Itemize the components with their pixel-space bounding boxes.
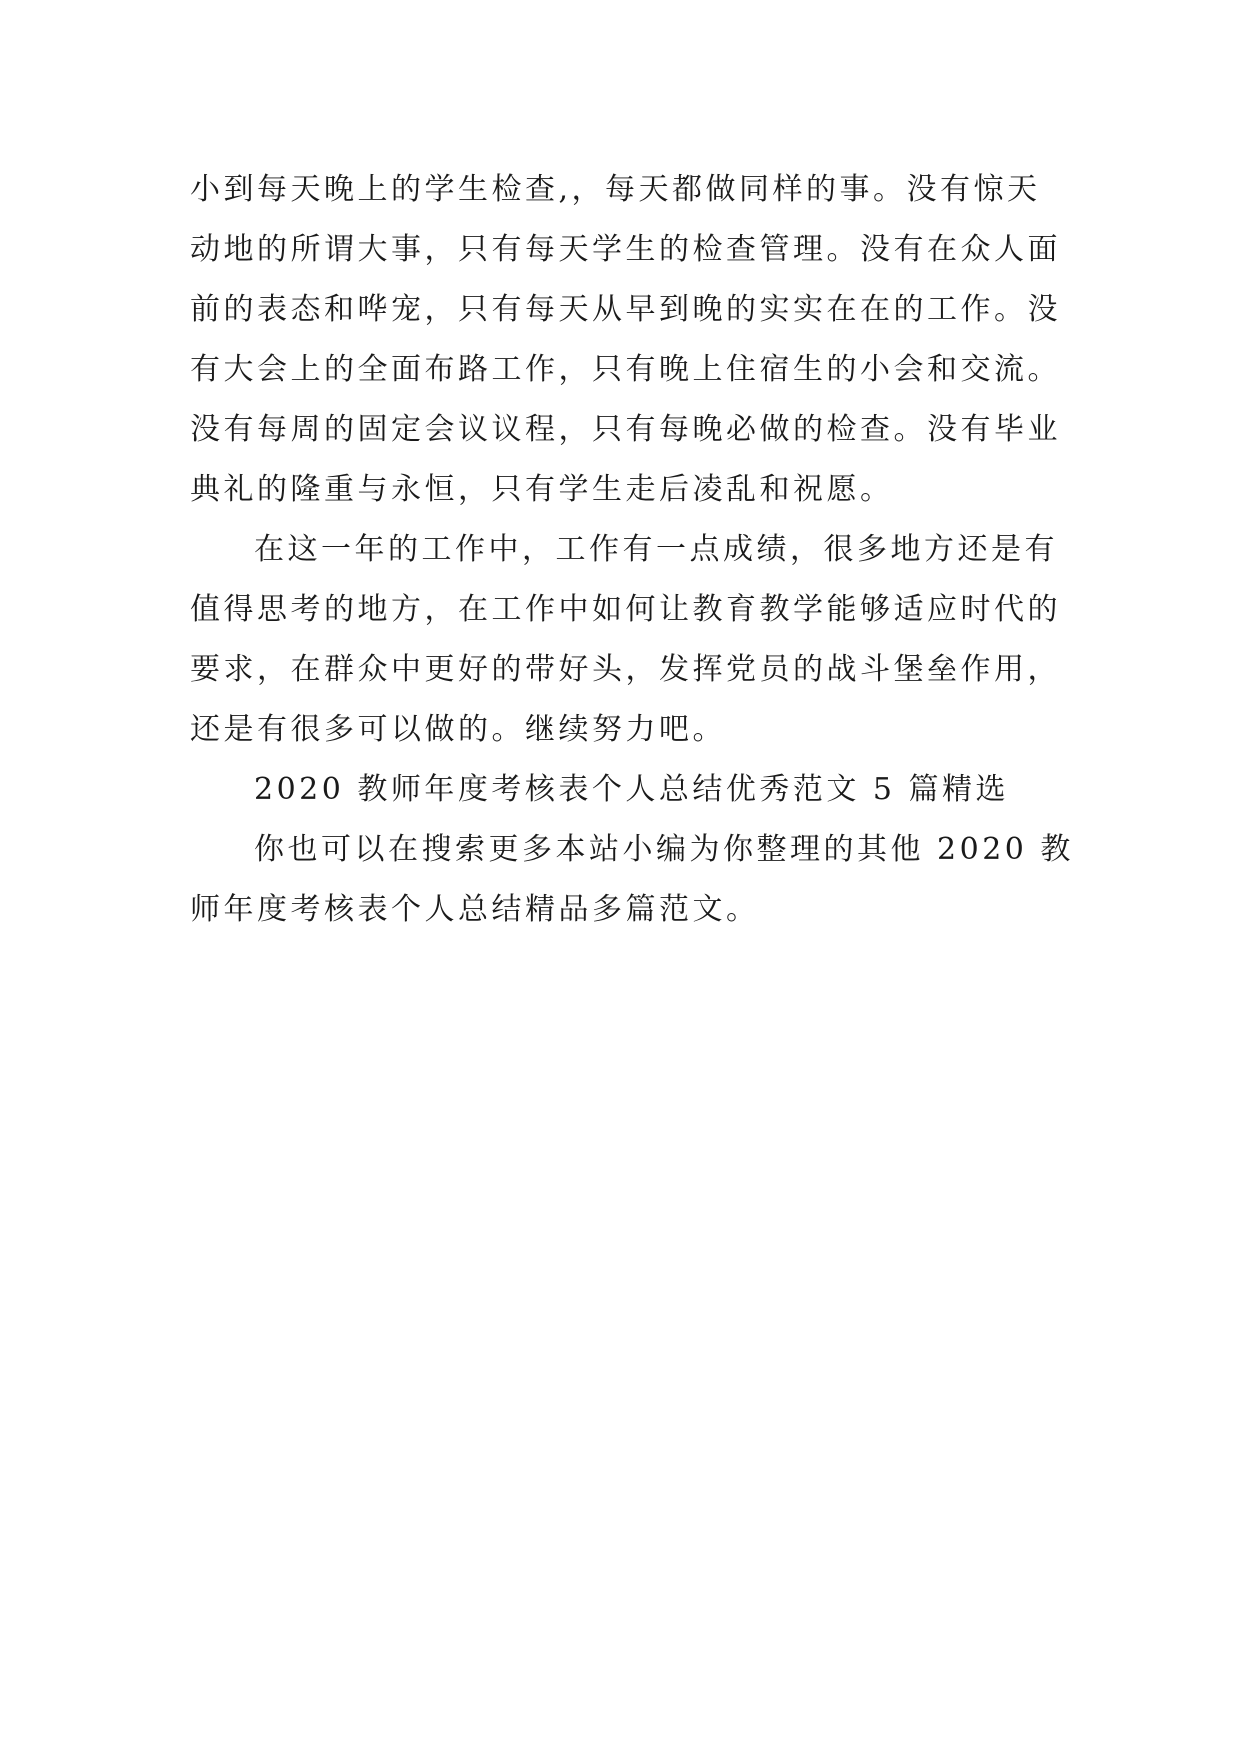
paragraph-2 xyxy=(190,520,1070,760)
paragraph-1 xyxy=(190,160,1070,520)
paragraph-4 xyxy=(190,820,1074,940)
text-line: 2020 教师年度考核表个人总结优秀范文 5 篇精选 xyxy=(254,772,1010,807)
text-line: 要求，在群众中更好的带好头，发挥党员的战斗堡垒作用， xyxy=(190,652,1061,687)
text-line: 小到每天晚上的学生检查,，每天都做同样的事。没有惊天 xyxy=(190,172,1041,207)
text-line: 有大会上的全面布路工作，只有晚上住宿生的小会和交流。 xyxy=(190,352,1061,387)
text-line: 动地的所谓大事，只有每天学生的检查管理。没有在众人面 xyxy=(190,232,1061,267)
paragraph-3 xyxy=(190,760,1070,820)
text-line: 值得思考的地方，在工作中如何让教育教学能够适应时代的 xyxy=(190,592,1061,627)
text-line: 没有每周的固定会议议程，只有每晚必做的检查。没有毕业 xyxy=(190,412,1061,447)
text-line: 前的表态和哗宠，只有每天从早到晚的实实在在的工作。没 xyxy=(190,292,1061,327)
text-line: 师年度考核表个人总结精品多篇范文。 xyxy=(190,892,760,927)
text-line: 在这一年的工作中，工作有一点成绩，很多地方还是有 xyxy=(254,532,1058,567)
text-line: 典礼的隆重与永恒，只有学生走后凌乱和祝愿。 xyxy=(190,472,894,507)
text-line: 还是有很多可以做的。继续努力吧。 xyxy=(190,712,726,747)
document-body xyxy=(190,160,1074,940)
text-line: 你也可以在搜索更多本站小编为你整理的其他 2020 教 xyxy=(254,832,1074,867)
